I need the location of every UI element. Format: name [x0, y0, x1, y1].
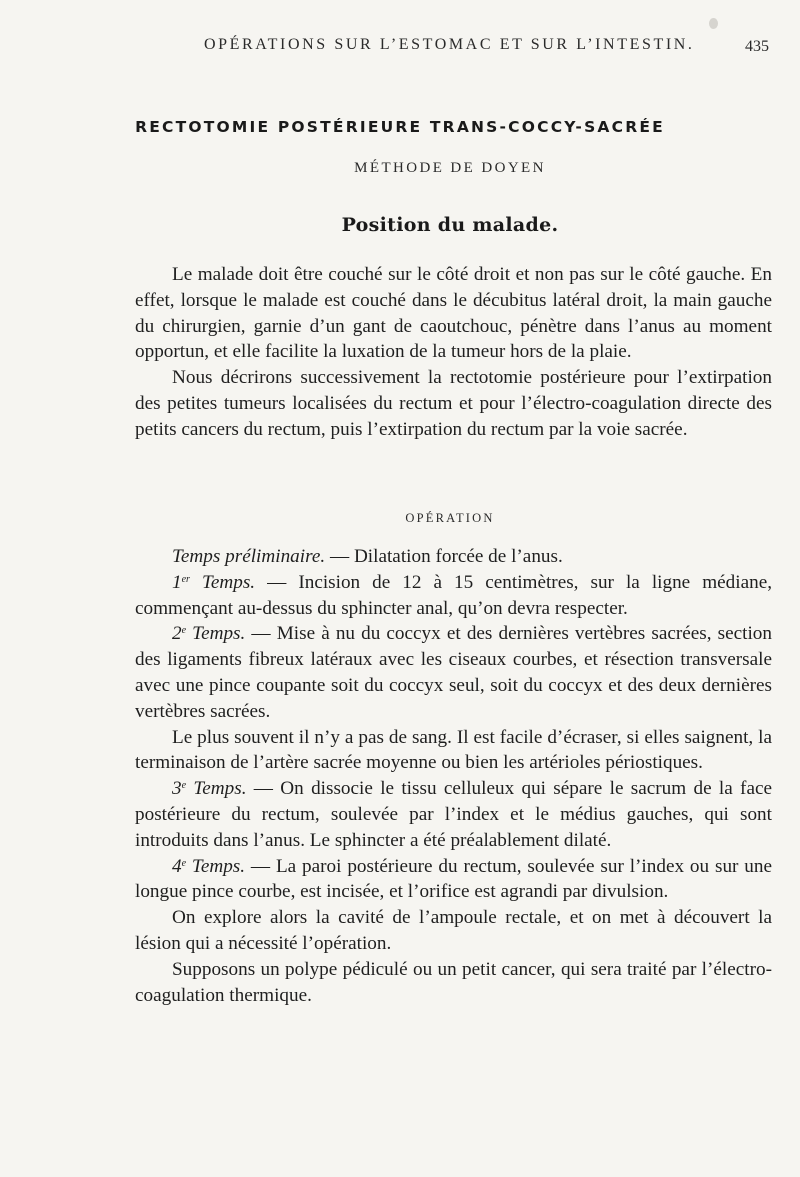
step-paragraph — [135, 854, 772, 906]
step-label: 4e Temps. — [172, 855, 246, 877]
step-label: 3e Temps. — [172, 778, 247, 800]
step-text: — Mise à nu du coccyx et des dernières vertèbres sacrées, section des ligaments fibreux latéraux avec les ciseaux courbes, et résection transversale avec une pince coupante soit du coccyx seul, soit du coccyx et des deux dernières vertèbres sacrées. — [135, 623, 772, 722]
step-paragraph — [135, 776, 772, 853]
section-title: Position du malade. — [341, 214, 559, 236]
chapter-title: RECTOTOMIE POSTÉRIEURE TRANS-COCCY-SACRÉE — [135, 118, 665, 136]
paragraph: Le malade doit être couché sur le côté droit et non pas sur le côté gauche. En effet, lorsque le malade est couché dans le décubitus latéral droit, la main gauche du chirurgien, garnie d’un gant de caoutchouc, pénètre dans l’anus au moment opportun, et elle facilite la luxation de la tumeur hors de la plaie. — [135, 264, 772, 363]
paragraph: Nous décrirons successivement la rectotomie postérieure pour l’extirpation des petites tumeurs localisées du rectum et pour l’électro-coagulation directe des petits cancers du rectum, puis l’extirpation du rectum par la voie sacrée. — [135, 367, 772, 440]
step-paragraph — [135, 570, 772, 622]
operation-steps — [135, 544, 772, 1008]
step-text: — Incision de 12 à 15 centimètres, sur la ligne médiane, commençant au-dessus du sphincter anal, qu’on devra respecter. — [135, 571, 773, 619]
step-text: — La paroi postérieure du rectum, soulevée sur l’index ou sur une longue pince courbe, est incisée, et l’orifice est agrandi par divulsion. — [135, 855, 772, 903]
step-text: — Dilatation forcée de l’anus. — [325, 546, 563, 567]
step-label: Temps préliminaire. — [172, 546, 326, 567]
step-label: 1er Temps. — [172, 571, 256, 593]
step-paragraph — [135, 621, 772, 724]
step-paragraph — [135, 544, 772, 570]
running-header: OPÉRATIONS SUR L’ESTOMAC ET SUR L’INTESTIN. — [204, 36, 695, 53]
step-paragraph: On explore alors la cavité de l’ampoule rectale, et on met à découvert la lésion qui a nécessité l’opération. — [135, 907, 772, 954]
step-paragraph: Le plus souvent il n’y a pas de sang. Il est facile d’écraser, si elles saignent, la terminaison de l’artère sacrée moyenne ou bien les artérioles périostiques. — [135, 726, 772, 774]
step-paragraph: Supposons un polype pédiculé ou un petit cancer, qui sera traité par l’électro-coagulation thermique. — [135, 958, 772, 1006]
page-number: 435 — [745, 38, 769, 55]
method-subtitle: MÉTHODE DE DOYEN — [354, 160, 546, 176]
step-label: 2e Temps. — [172, 623, 246, 645]
operation-heading: OPÉRATION — [405, 511, 495, 525]
paper-speck — [709, 18, 718, 29]
intro-text — [135, 262, 772, 443]
step-text: — On dissocie le tissu celluleux qui sépare le sacrum de la face postérieure du rectum, soulevée par l’index et le médius gauches, qui sont introduits dans l’anus. Le sphincter a été préalablement dilaté. — [135, 778, 773, 851]
